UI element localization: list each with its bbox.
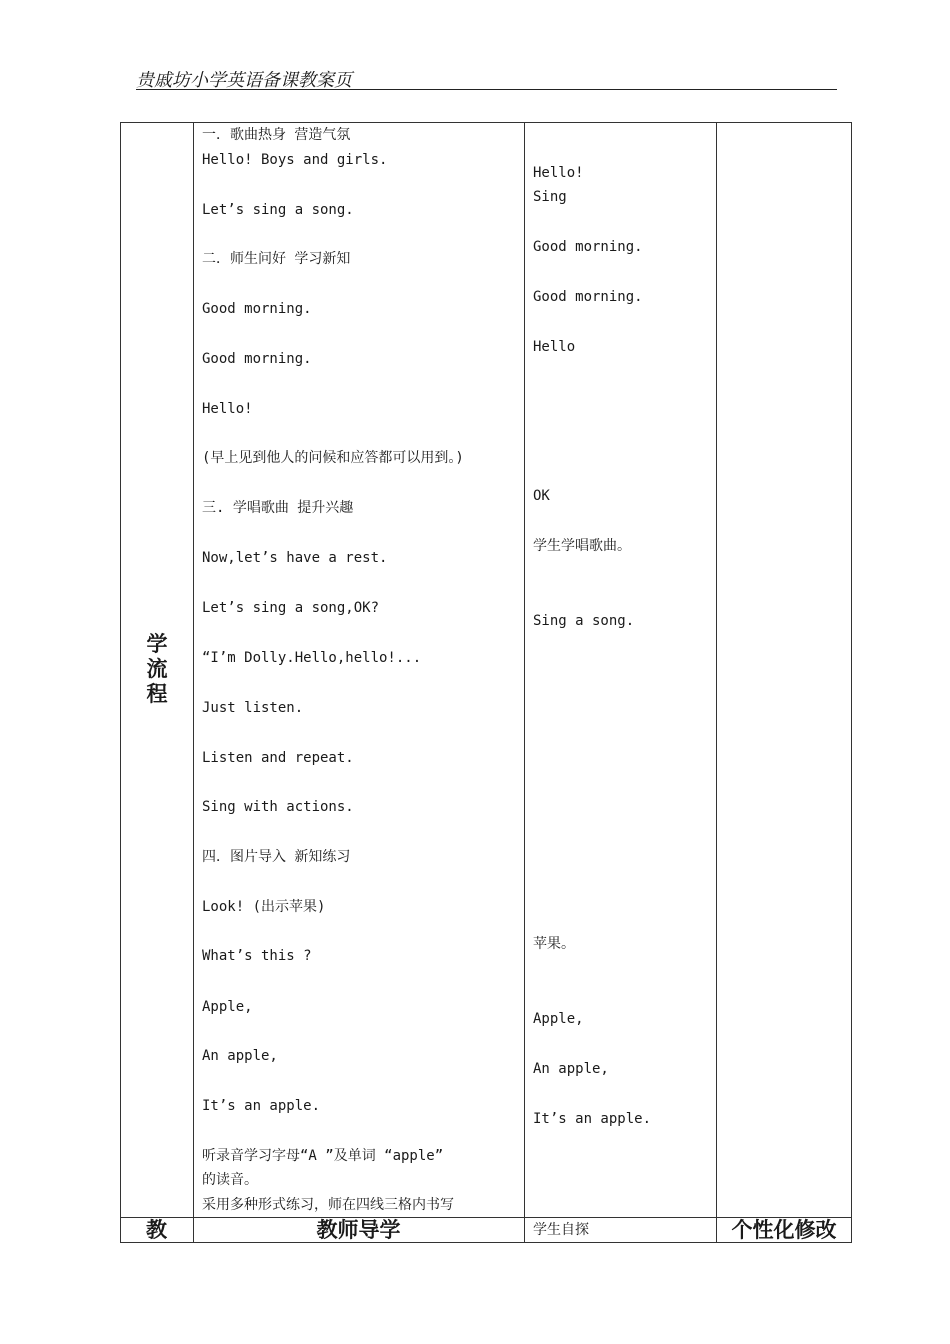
student-line: Sing bbox=[533, 189, 567, 205]
student-line: Sing a song. bbox=[533, 613, 635, 629]
teacher-line: Now,let’s have a rest. bbox=[202, 550, 388, 566]
teacher-line: Hello! Boys and girls. bbox=[202, 152, 388, 168]
teacher-line: Apple, bbox=[202, 999, 253, 1015]
student-line: It’s an apple. bbox=[533, 1111, 652, 1127]
student-line: An apple, bbox=[533, 1061, 609, 1077]
footer-col1-label: 教 bbox=[146, 1218, 167, 1242]
teacher-line: Hello! bbox=[202, 401, 253, 417]
teacher-line: Sing with actions. bbox=[202, 799, 354, 815]
teacher-line: An apple, bbox=[202, 1048, 278, 1064]
side-label-char: 流 bbox=[146, 657, 168, 681]
teacher-line: (早上见到他人的问候和应答都可以用到。) bbox=[202, 450, 464, 466]
student-line: Hello! bbox=[533, 165, 584, 181]
teacher-line: 一．歌曲热身 营造气氛 bbox=[202, 127, 351, 143]
teacher-line: 二．师生问好 学习新知 bbox=[202, 251, 351, 267]
teacher-line: Look! (出示苹果) bbox=[202, 899, 326, 915]
lesson-table bbox=[120, 122, 852, 1243]
footer-student-explore-label: 学生自探 bbox=[533, 1222, 589, 1238]
teacher-line: 听录音学习字母“A ”及单词 “apple” bbox=[202, 1148, 444, 1164]
student-line: Apple, bbox=[533, 1011, 584, 1027]
col-divider-3 bbox=[716, 122, 717, 1243]
student-line: 苹果。 bbox=[533, 936, 575, 952]
footer-personalized-edit-label: 个性化修改 bbox=[731, 1218, 837, 1242]
header-rule bbox=[136, 89, 837, 90]
teacher-line: 的读音。 bbox=[202, 1172, 258, 1188]
teacher-line: Good morning. bbox=[202, 301, 312, 317]
side-label-char: 学 bbox=[146, 632, 168, 656]
teacher-line: Good morning. bbox=[202, 351, 312, 367]
student-line: Good morning. bbox=[533, 289, 643, 305]
teacher-line: Just listen. bbox=[202, 700, 304, 716]
teacher-line: “I’m Dolly.Hello,hello!... bbox=[202, 650, 422, 666]
process-side-label bbox=[141, 632, 173, 707]
teacher-line: Listen and repeat. bbox=[202, 750, 354, 766]
teacher-line: It’s an apple. bbox=[202, 1098, 321, 1114]
col-divider-2 bbox=[524, 122, 525, 1243]
teacher-line: Let’s sing a song,OK? bbox=[202, 600, 380, 616]
teacher-line: 三. 学唱歌曲 提升兴趣 bbox=[202, 500, 354, 516]
student-line: 学生学唱歌曲。 bbox=[533, 538, 631, 554]
teacher-line: What’s this ? bbox=[202, 948, 312, 964]
teacher-line: 四．图片导入 新知练习 bbox=[202, 849, 351, 865]
student-line: Hello bbox=[533, 339, 576, 355]
student-line: OK bbox=[533, 488, 550, 504]
side-label-char: 程 bbox=[146, 682, 168, 706]
teacher-line: Let’s sing a song. bbox=[202, 202, 354, 218]
footer-teacher-guide-label: 教师导学 bbox=[316, 1218, 401, 1242]
col-divider-1 bbox=[193, 122, 194, 1243]
student-line: Good morning. bbox=[533, 239, 643, 255]
page-header-title: 贵戚坊小学英语备课教案页 bbox=[136, 70, 352, 91]
teacher-line: 采用多种形式练习，师在四线三格内书写 bbox=[202, 1197, 454, 1213]
